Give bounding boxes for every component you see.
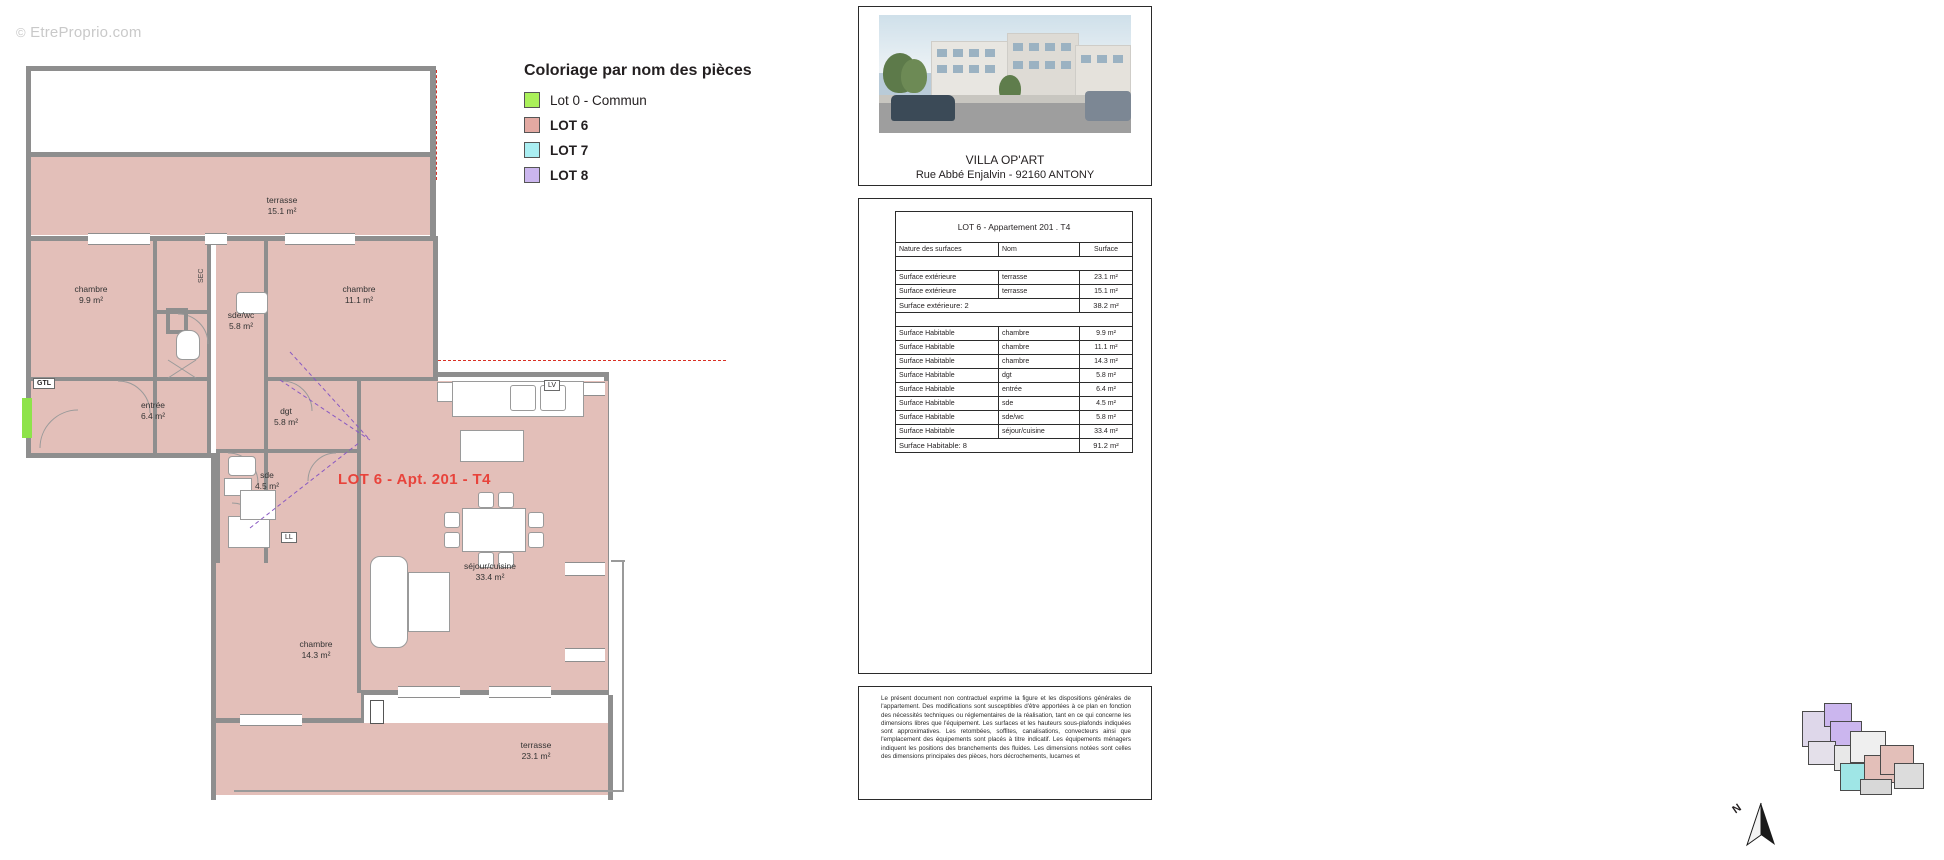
room-name: sde	[260, 470, 274, 480]
chair	[528, 532, 544, 548]
watermark-text: EtreProprio.com	[30, 24, 142, 41]
table-row	[896, 397, 1133, 411]
key-plan	[1794, 697, 1944, 805]
cell-surface: 6.4 m²	[1080, 383, 1133, 397]
legal-notice-panel	[858, 686, 1152, 800]
room-chambre-111	[268, 241, 433, 381]
room-area: 23.1 m²	[521, 751, 551, 761]
chair	[444, 512, 460, 528]
legend-swatch	[524, 142, 540, 158]
wall	[26, 453, 216, 458]
cell-nom: séjour/cuisine	[999, 425, 1080, 439]
room-area: 15.1 m²	[267, 206, 297, 216]
legend-item-lot0	[524, 92, 752, 108]
entry-door-symbol	[370, 700, 384, 724]
cell-nom: terrasse	[999, 271, 1080, 285]
wall	[216, 453, 220, 563]
total-value: 91.2 m²	[1080, 439, 1133, 453]
table-row	[896, 369, 1133, 383]
wall	[207, 241, 211, 453]
cell-surface: 14.3 m²	[1080, 355, 1133, 369]
legend-label: LOT 6	[550, 117, 589, 133]
cell-nature: Surface Habitable	[896, 369, 999, 383]
wall	[211, 723, 216, 800]
wall	[216, 449, 361, 453]
room-label-terrasse-231	[478, 740, 594, 762]
program-caption	[859, 153, 1151, 183]
room-name: chambre	[74, 284, 108, 294]
table-title: LOT 6 - Appartement 201 . T4	[895, 211, 1133, 242]
cell-nature: Surface extérieure	[896, 285, 999, 299]
cell-nature: Surface Habitable	[896, 383, 999, 397]
compass	[1731, 797, 1791, 855]
window	[240, 714, 302, 726]
cell-nature: Surface Habitable	[896, 411, 999, 425]
room-area: 14.3 m²	[301, 650, 331, 660]
wall	[31, 152, 433, 157]
surface-table	[895, 211, 1133, 453]
wall	[264, 377, 438, 381]
wall	[433, 236, 438, 376]
legend-item-lot7	[524, 142, 752, 158]
table-row	[896, 425, 1133, 439]
room-name: dgt	[280, 406, 292, 416]
wall	[608, 695, 613, 800]
room-area: 33.4 m²	[475, 572, 505, 582]
cell-nature: Surface Habitable	[896, 327, 999, 341]
legend-title: Coloriage par nom des pièces	[524, 62, 752, 79]
terrace-edge	[234, 790, 624, 792]
program-photo	[879, 15, 1131, 133]
wall	[359, 690, 609, 695]
legend	[524, 62, 752, 192]
room-label-chambre-111	[300, 284, 418, 306]
room-area: 6.4 m²	[140, 411, 166, 421]
legend-swatch	[524, 92, 540, 108]
sideboard	[460, 430, 524, 462]
cell-surface: 23.1 m²	[1080, 271, 1133, 285]
table-row	[896, 341, 1133, 355]
table-total-habitable	[896, 439, 1133, 453]
room-area: 4.5 m²	[254, 481, 280, 491]
table-total-exterior	[896, 299, 1133, 313]
room-name: chambre	[342, 284, 376, 294]
terrace-edge	[611, 560, 625, 562]
bed	[240, 490, 276, 520]
shower-fixture	[228, 516, 270, 548]
room-label-terrasse-151	[222, 195, 342, 217]
cell-nom: chambre	[999, 341, 1080, 355]
tag-ll: LL	[281, 532, 297, 543]
tag-lv: LV	[544, 380, 560, 391]
legend-item-lot8	[524, 167, 752, 183]
room-name: chambre	[299, 639, 333, 649]
table-row	[896, 285, 1133, 299]
room-chambre-99	[31, 241, 153, 381]
cell-nom: sde	[999, 397, 1080, 411]
chair	[444, 532, 460, 548]
header-nature: Nature des surfaces	[896, 243, 999, 257]
section-line-horizontal	[438, 360, 726, 361]
window	[88, 233, 150, 245]
header-nom: Nom	[999, 243, 1080, 257]
cell-nom: entrée	[999, 383, 1080, 397]
cell-nature: Surface Habitable	[896, 341, 999, 355]
program-photo-panel	[858, 6, 1152, 186]
room-name: terrasse	[520, 740, 552, 750]
wall	[26, 66, 436, 71]
legend-label: Lot 0 - Commun	[550, 92, 647, 108]
total-value: 38.2 m²	[1080, 299, 1133, 313]
total-label: Surface Habitable: 8	[896, 439, 1080, 453]
tag-sec: SEC	[198, 268, 205, 283]
chair	[498, 492, 514, 508]
sofa	[370, 556, 408, 648]
cell-nature: Surface Habitable	[896, 397, 999, 411]
table-row	[896, 355, 1133, 369]
room-area: 9.9 m²	[78, 295, 104, 305]
room-area: 11.1 m²	[344, 295, 374, 305]
dining-table	[462, 508, 526, 552]
wall	[433, 372, 609, 377]
cell-surface: 15.1 m²	[1080, 285, 1133, 299]
room-label-dgt	[241, 406, 331, 428]
cell-surface: 4.5 m²	[1080, 397, 1133, 411]
cell-nom: chambre	[999, 355, 1080, 369]
room-label-sde	[222, 470, 312, 492]
room-name: séjour/cuisine	[464, 561, 516, 571]
room-name: entrée	[140, 400, 166, 410]
wall	[157, 377, 211, 381]
cell-nom: chambre	[999, 327, 1080, 341]
cell-surface: 33.4 m²	[1080, 425, 1133, 439]
table-header-row	[896, 243, 1133, 257]
copyright-icon: ©	[16, 25, 26, 40]
window	[285, 233, 355, 245]
legend-item-lot6	[524, 117, 752, 133]
legal-notice-text: Le présent document non contractuel exprime la figure et les dispositions générales de l'appartement. Des modifications sont susceptibles d'être apportées à ce plan en fonction des nécessités techniques ou réglementaires de la réalisation, tant en ce qui concerne les dimensions libres que l'équipement. Les surfaces et les hauteurs sous-plafonds indiquées sont approximatives. Les retombées, soffites, canalisations, convecteurs ainsi que l'emplacement des équipements sont placés à titre indicatif. Les équipements ménagers indiquent les positions des branchements des fluides. Les dimensions notées sont celles des dimensions principales des pièces, hors décrochements, lucarnes et	[881, 695, 1131, 761]
lot-title: LOT 6 - Apt. 201 - T4	[338, 471, 491, 488]
room-label-chambre-143	[258, 639, 374, 661]
room-label-entree	[108, 400, 198, 422]
room-name: terrasse	[266, 195, 298, 205]
table-row	[896, 327, 1133, 341]
total-label: Surface extérieure: 2	[896, 299, 1080, 313]
room-area: 5.8 m²	[273, 417, 299, 427]
cell-nature: Surface Habitable	[896, 355, 999, 369]
program-name: VILLA OP'ART	[965, 153, 1045, 167]
window	[398, 686, 460, 698]
legend-swatch	[524, 117, 540, 133]
program-address: Rue Abbé Enjalvin - 92160 ANTONY	[915, 169, 1095, 181]
cell-surface: 11.1 m²	[1080, 341, 1133, 355]
room-area: 5.8 m²	[228, 321, 254, 331]
room-label-sejour-cuisine	[432, 561, 548, 583]
cell-surface: 9.9 m²	[1080, 327, 1133, 341]
window	[489, 686, 551, 698]
cell-nom: terrasse	[999, 285, 1080, 299]
cell-nature: Surface extérieure	[896, 271, 999, 285]
table-row	[896, 411, 1133, 425]
legend-label: LOT 8	[550, 167, 589, 183]
window-commun	[22, 398, 32, 438]
legend-label: LOT 7	[550, 142, 589, 158]
table-row	[896, 383, 1133, 397]
hob	[510, 385, 536, 411]
cell-surface: 5.8 m²	[1080, 411, 1133, 425]
toilet-fixture	[176, 330, 200, 360]
cell-nature: Surface Habitable	[896, 425, 999, 439]
tag-gtl: GTL	[33, 378, 55, 389]
room-name: sde/wc	[227, 310, 255, 320]
compass-north-letter: N	[1730, 801, 1744, 817]
cell-nom: sde/wc	[999, 411, 1080, 425]
room-label-chambre-99	[32, 284, 150, 306]
table-row	[896, 271, 1133, 285]
cell-nom: dgt	[999, 369, 1080, 383]
legend-swatch	[524, 167, 540, 183]
terrace-edge	[622, 560, 624, 792]
cell-surface: 5.8 m²	[1080, 369, 1133, 383]
room-label-sdewc	[198, 310, 284, 332]
chair	[528, 512, 544, 528]
section-line-vertical	[436, 70, 437, 180]
chair	[478, 492, 494, 508]
window	[565, 562, 605, 576]
header-surface: Surface	[1080, 243, 1133, 257]
window	[565, 648, 605, 662]
fridge	[437, 382, 453, 402]
window	[205, 233, 227, 245]
